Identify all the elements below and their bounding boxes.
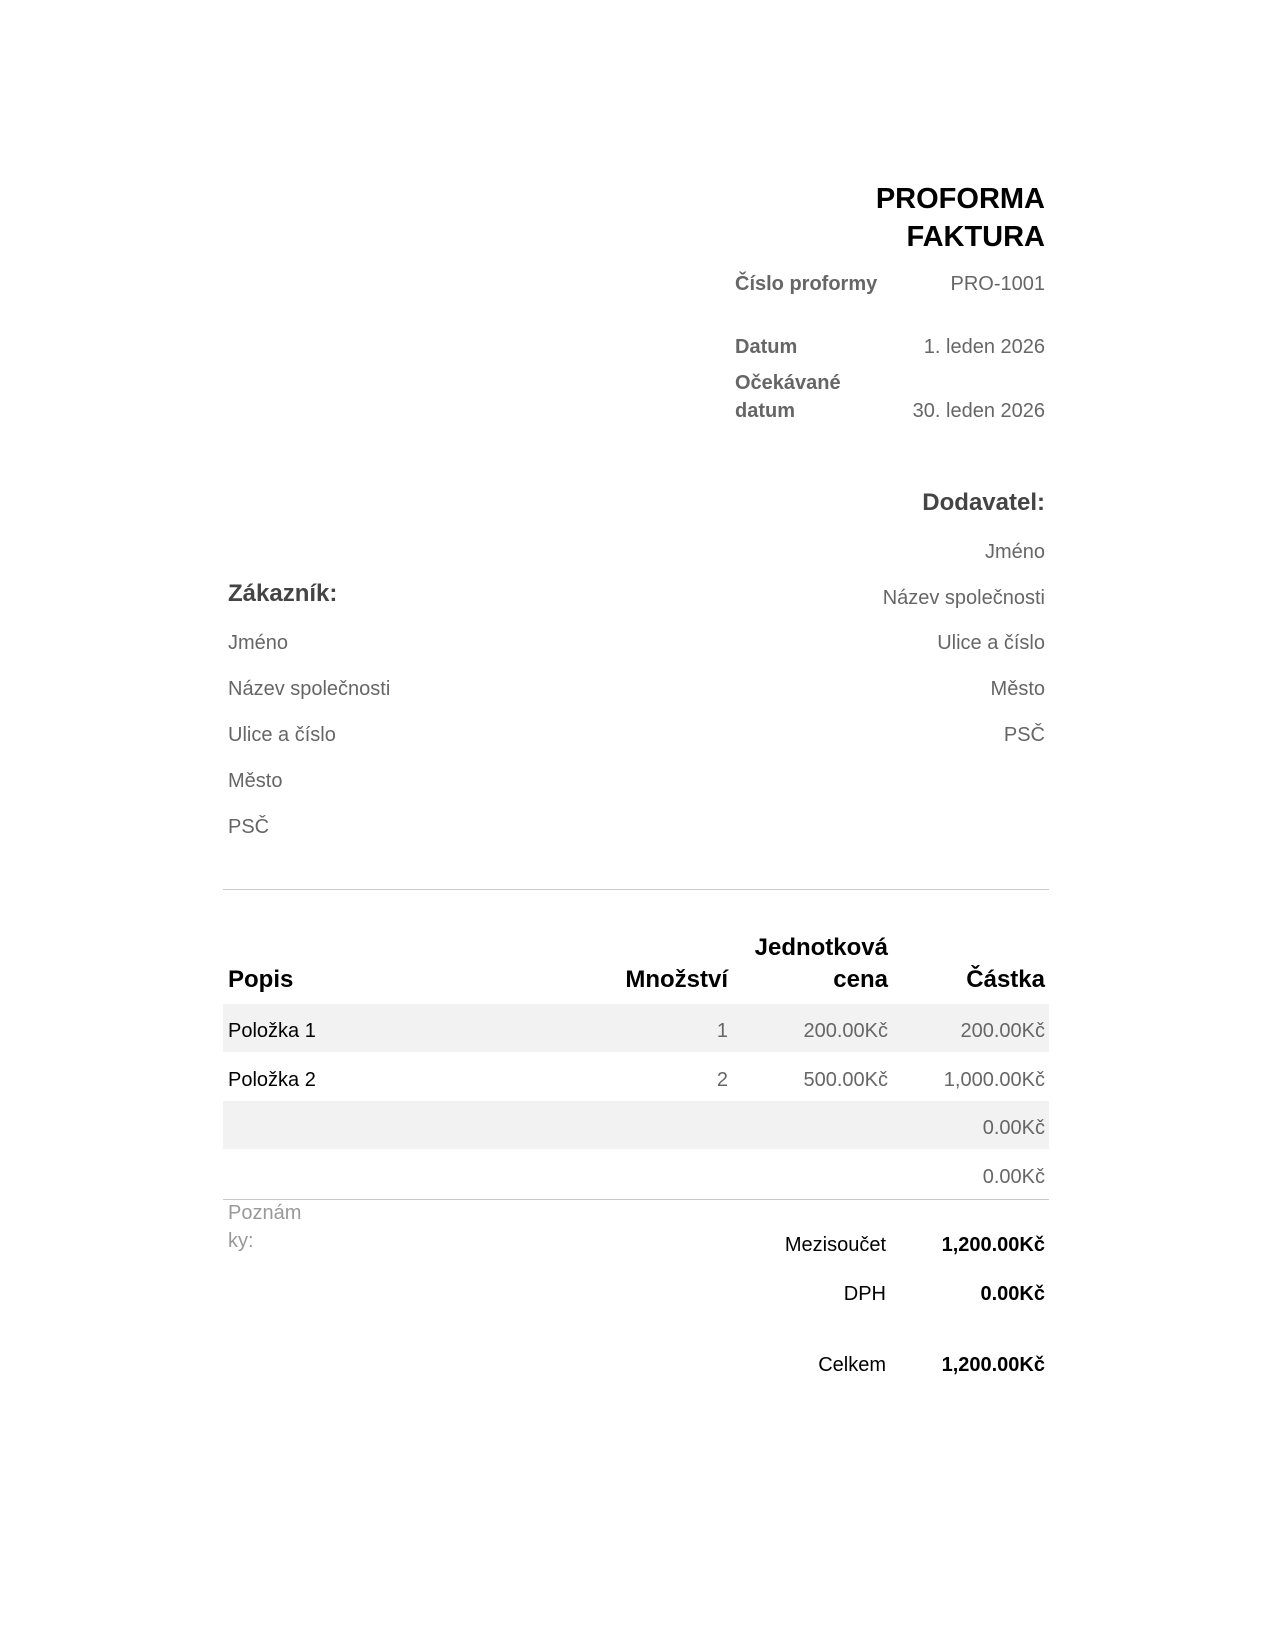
supplier-city: Město (990, 678, 1045, 700)
header-description: Popis (228, 966, 294, 993)
meta-expected-row (735, 369, 1045, 429)
customer-zip: PSČ (228, 816, 270, 838)
meta-date-value: 1. leden 2026 (923, 336, 1045, 358)
customer-street: Ulice a číslo (228, 724, 336, 746)
table-row-4-amount: 0.00Kč (982, 1166, 1045, 1188)
notes-label (228, 1199, 318, 1255)
table-row-2-amount: 1,000.00Kč (943, 1069, 1045, 1091)
header-quantity: Množství (625, 966, 728, 993)
table-row-1-amount: 200.00Kč (960, 1020, 1045, 1042)
meta-number-row (735, 270, 1045, 300)
notes-label-line1: Poznám (228, 1202, 302, 1224)
meta-number-value: PRO-1001 (950, 273, 1045, 295)
table-bottom-divider (223, 1199, 1049, 1200)
table-row-1-quantity: 1 (716, 1020, 728, 1042)
table-row-2-quantity: 2 (716, 1069, 728, 1091)
table-row-1-description: Položka 1 (228, 1020, 316, 1042)
supplier-street: Ulice a číslo (937, 632, 1045, 654)
document-title-line1: PROFORMA (875, 183, 1045, 215)
customer-name: Jméno (228, 632, 289, 654)
total-value: 1,200.00Kč (941, 1354, 1045, 1376)
header-unit-price-line2: cena (833, 966, 888, 993)
meta-expected-value: 30. leden 2026 (912, 400, 1045, 422)
customer-heading: Zákazník: (228, 580, 338, 607)
subtotal-label: Mezisoučet (784, 1234, 886, 1256)
header-amount: Částka (966, 966, 1045, 993)
vat-value: 0.00Kč (980, 1283, 1045, 1305)
vat-label: DPH (843, 1283, 886, 1305)
document-title-line2: FAKTURA (906, 221, 1045, 253)
table-row-1-unit-price: 200.00Kč (803, 1020, 888, 1042)
table-row-shade (223, 1101, 1049, 1149)
total-label: Celkem (818, 1354, 886, 1376)
table-row-2-description: Položka 2 (228, 1069, 316, 1091)
meta-date-row (735, 333, 1045, 363)
subtotal-value: 1,200.00Kč (941, 1234, 1045, 1256)
supplier-company: Název společnosti (882, 587, 1045, 609)
supplier-heading: Dodavatel: (922, 489, 1045, 516)
notes-label-line2: ky: (228, 1230, 254, 1252)
table-row-shade (223, 1004, 1049, 1052)
header-unit-price-line1: Jednotková (754, 934, 888, 961)
meta-number-label: Číslo proformy (735, 273, 878, 295)
meta-date-label: Datum (735, 336, 798, 358)
table-row-3-amount: 0.00Kč (982, 1117, 1045, 1139)
customer-company: Název společnosti (228, 678, 391, 700)
section-divider (223, 889, 1049, 890)
meta-expected-label-line2: datum (735, 400, 795, 422)
supplier-zip: PSČ (1003, 724, 1045, 746)
meta-expected-label-line1: Očekávané (735, 372, 841, 394)
table-row-2-unit-price: 500.00Kč (803, 1069, 888, 1091)
document-title (745, 180, 1045, 256)
customer-city: Město (228, 770, 283, 792)
supplier-name: Jméno (984, 541, 1045, 563)
